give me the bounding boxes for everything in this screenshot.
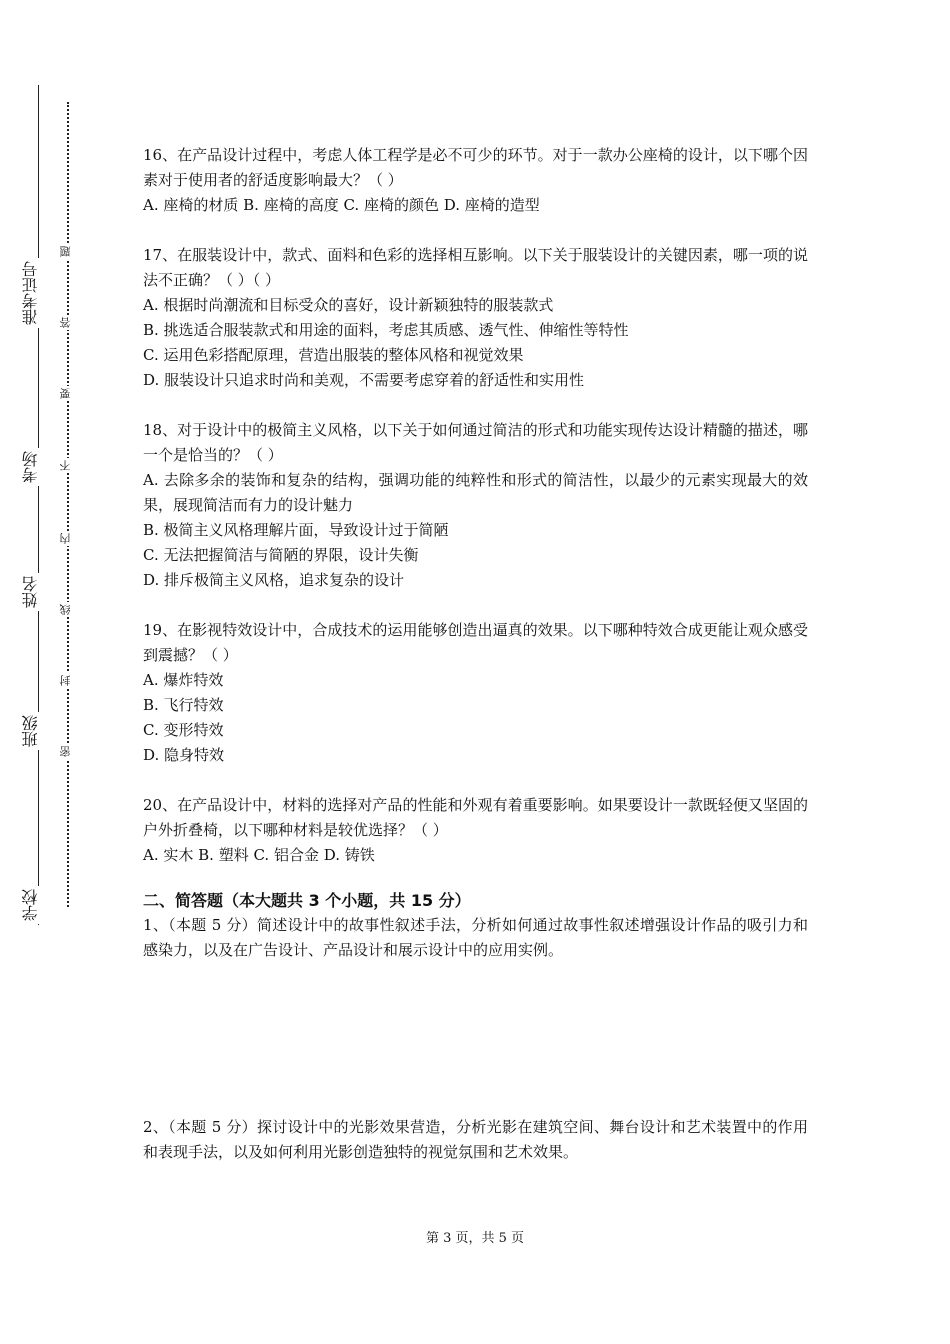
question-options: A. 座椅的材质 B. 座椅的高度 C. 座椅的颜色 D. 座椅的造型 <box>143 196 540 214</box>
option-d: D. 服装设计只追求时尚和美观，不需要考虑穿着的舒适性和实用性 <box>143 371 585 389</box>
question-stem: 17、在服装设计中，款式、面料和色彩的选择相互影响。以下关于服装设计的关键因素，哪一项的说法不正确？（ ）（ ） <box>143 246 808 289</box>
question-20 <box>143 793 808 868</box>
question-16 <box>143 143 808 218</box>
seal-char: 内 <box>60 531 75 546</box>
seal-char: 不 <box>60 458 75 473</box>
margin-field-class: 班级 <box>23 712 53 750</box>
question-options: A. 实木 B. 塑料 C. 铝合金 D. 铸铁 <box>143 846 375 864</box>
option-d: D. 排斥极简主义风格，追求复杂的设计 <box>143 571 405 589</box>
seal-char: 要 <box>60 386 75 401</box>
question-stem: 18、对于设计中的极简主义风格，以下关于如何通过简洁的形式和功能实现传达设计精髓的描述，哪一个是恰当的？（ ） <box>143 421 808 464</box>
option-c: C. 变形特效 <box>143 721 224 739</box>
section-title: 二、简答题（本大题共 3 个小题，共 15 分） <box>143 891 471 910</box>
option-b: B. 飞行特效 <box>143 696 224 714</box>
option-c: C. 无法把握简洁与简陋的界限，设计失衡 <box>143 546 419 564</box>
margin-field-school: 学校 <box>23 886 53 924</box>
short-answer-1 <box>143 913 808 963</box>
question-18 <box>143 418 808 593</box>
option-b: B. 挑选适合服装款式和用途的面料，考虑其质感、透气性、伸缩性等特性 <box>143 321 629 339</box>
short-answer-2 <box>143 1115 808 1165</box>
seal-char: 题 <box>60 244 75 259</box>
question-stem: 20、在产品设计中，材料的选择对产品的性能和外观有着重要影响。如果要设计一款既轻便又坚固的户外折叠椅，以下哪种材料是较优选择？（ ） <box>143 796 808 839</box>
question-stem: 16、在产品设计过程中，考虑人体工程学是必不可少的环节。对于一款办公座椅的设计，以下哪个因素对于使用者的舒适度影响最大？（ ） <box>143 146 808 189</box>
seal-char: 答 <box>60 315 75 330</box>
option-c: C. 运用色彩搭配原理，营造出服装的整体风格和视觉效果 <box>143 346 524 364</box>
margin-field-name: 姓名 <box>23 573 53 611</box>
option-a: A. 爆炸特效 <box>143 671 224 689</box>
short-answer-text: 2、（本题 5 分）探讨设计中的光影效果营造，分析光影在建筑空间、舞台设计和艺术装置中的作用和表现手法，以及如何利用光影创造独特的视觉氛围和艺术效果。 <box>143 1118 808 1161</box>
margin-field-exam-id: 准考证号 <box>23 258 53 328</box>
question-17 <box>143 243 808 393</box>
page-footer: 第 3 页，共 5 页 <box>425 1231 525 1246</box>
binding-solid-line <box>38 85 39 925</box>
binding-dotted-line <box>67 102 69 907</box>
seal-char: 密 <box>60 744 75 759</box>
option-a: A. 去除多余的装饰和复杂的结构，强调功能的纯粹性和形式的简洁性，以最少的元素实现最大的效果，展现简洁而有力的设计魅力 <box>143 471 808 514</box>
seal-char: 线 <box>60 602 75 617</box>
option-a: A. 根据时尚潮流和目标受众的喜好，设计新颖独特的服装款式 <box>143 296 554 314</box>
exam-content <box>143 143 808 1165</box>
option-b: B. 极简主义风格理解片面，导致设计过于简陋 <box>143 521 449 539</box>
short-answer-text: 1、（本题 5 分）简述设计中的故事性叙述手法，分析如何通过故事性叙述增强设计作品的吸引力和感染力，以及在广告设计、产品设计和展示设计中的应用实例。 <box>143 916 808 959</box>
question-stem: 19、在影视特效设计中，合成技术的运用能够创造出逼真的效果。以下哪种特效合成更能让观众感受到震撼？（ ） <box>143 621 808 664</box>
question-19 <box>143 618 808 768</box>
seal-char: 封 <box>60 673 75 688</box>
option-d: D. 隐身特效 <box>143 746 225 764</box>
margin-field-exam-room: 考场 <box>23 448 53 486</box>
